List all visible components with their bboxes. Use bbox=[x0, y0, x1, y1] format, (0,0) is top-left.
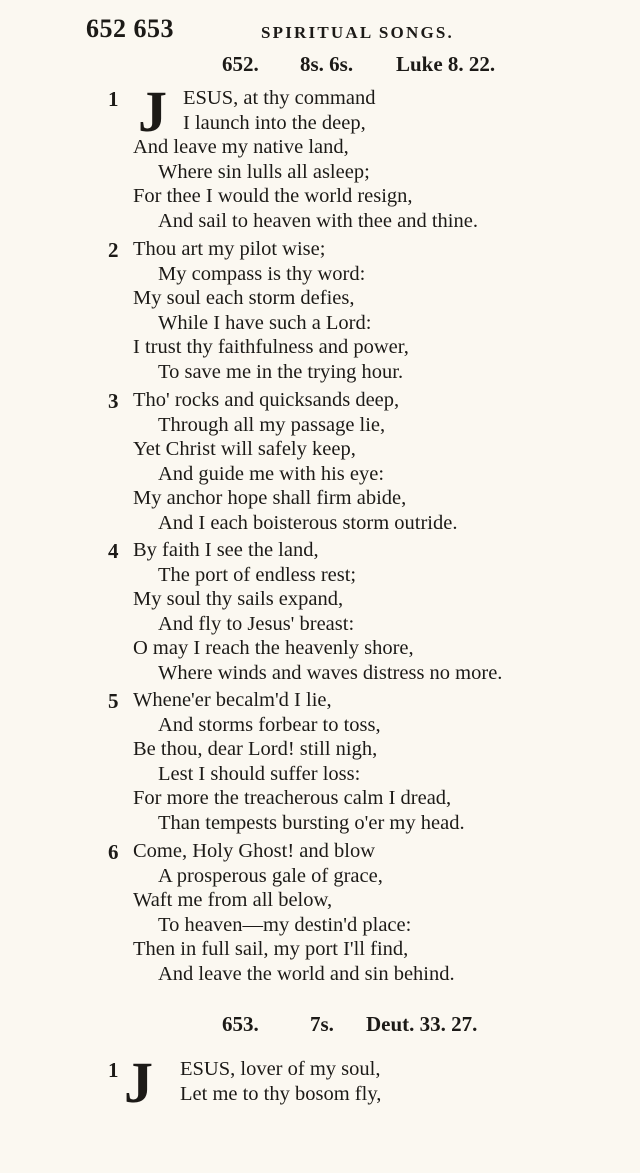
verse-line: My soul each storm defies, bbox=[133, 287, 355, 310]
hymn-number: 652. bbox=[222, 52, 259, 76]
page-numbers: 652 653 bbox=[86, 14, 174, 43]
verse-line: Waft me from all below, bbox=[133, 889, 333, 912]
verse-line: Let me to thy bosom fly, bbox=[180, 1082, 382, 1105]
hymn-meter: 8s. 6s. bbox=[300, 52, 354, 76]
stanza-number: 5 bbox=[108, 689, 119, 713]
stanza-number: 3 bbox=[108, 389, 119, 413]
verse-line: And fly to Jesus' breast: bbox=[158, 612, 355, 635]
stanza bbox=[108, 689, 628, 841]
verse-line: Be thou, dear Lord! still nigh, bbox=[133, 738, 378, 761]
stanza bbox=[108, 389, 628, 541]
stanza-number: 4 bbox=[108, 539, 119, 563]
verse-line: Yet Christ will safely keep, bbox=[133, 438, 356, 461]
verse-line: I launch into the deep, bbox=[183, 111, 366, 134]
verse-line: The port of endless rest; bbox=[158, 563, 357, 586]
verse-line: My soul thy sails expand, bbox=[133, 588, 344, 611]
hymn-heading bbox=[0, 52, 640, 76]
verse-line: Than tempests bursting o'er my head. bbox=[158, 812, 465, 834]
hymn-meter: 7s. bbox=[310, 1012, 334, 1036]
stanza-number: 2 bbox=[108, 238, 119, 262]
verse-line: Whene'er becalm'd I lie, bbox=[133, 689, 332, 711]
verse-line: Through all my passage lie, bbox=[158, 413, 386, 436]
stanza bbox=[108, 840, 628, 992]
verse-line: And leave the world and sin behind. bbox=[158, 963, 455, 985]
verse-line: While I have such a Lord: bbox=[158, 311, 372, 334]
verse-line: My compass is thy word: bbox=[158, 262, 366, 285]
verse-line: For thee I would the world resign, bbox=[133, 185, 413, 208]
stanza bbox=[108, 539, 628, 691]
stanza bbox=[108, 238, 628, 390]
verse-line: O may I reach the heavenly shore, bbox=[133, 637, 414, 660]
verse-line: Where winds and waves distress no more. bbox=[158, 662, 503, 684]
verse-line: And storms forbear to toss, bbox=[158, 713, 381, 736]
verse-line: My anchor hope shall firm abide, bbox=[133, 487, 407, 510]
verse-line: And sail to heaven with thee and thine. bbox=[158, 210, 478, 232]
verse-line: And leave my native land, bbox=[133, 136, 349, 159]
stanza-number: 1 bbox=[108, 87, 119, 111]
verse-line: To heaven—my destin'd place: bbox=[158, 913, 412, 936]
verse-line: To save me in the trying hour. bbox=[158, 361, 404, 383]
verse-line: Tho' rocks and quicksands deep, bbox=[133, 389, 400, 411]
verse-line: Thou art my pilot wise; bbox=[133, 238, 326, 260]
verse-line: And I each boisterous storm outride. bbox=[158, 512, 458, 534]
verse-line: ESUS, at thy command bbox=[183, 87, 376, 109]
drop-cap-initial: J bbox=[124, 1050, 153, 1115]
drop-cap-initial: J bbox=[138, 79, 167, 144]
stanza-number: 1 bbox=[108, 1058, 119, 1082]
running-header bbox=[86, 14, 620, 44]
verse-line: Then in full sail, my port I'll find, bbox=[133, 938, 409, 961]
stanza bbox=[108, 1050, 628, 1115]
verse-line: By faith I see the land, bbox=[133, 539, 319, 561]
verse-line: For more the treacherous calm I dread, bbox=[133, 787, 452, 810]
hymn-heading bbox=[0, 1012, 640, 1036]
verse-line: ESUS, lover of my soul, bbox=[180, 1058, 381, 1080]
hymn-number: 653. bbox=[222, 1012, 259, 1036]
verse-line: A prosperous gale of grace, bbox=[158, 864, 383, 887]
running-title: SPIRITUAL SONGS. bbox=[261, 23, 454, 42]
verse-line: Where sin lulls all asleep; bbox=[158, 160, 370, 183]
scripture-reference: Luke 8. 22. bbox=[396, 52, 496, 76]
scripture-reference: Deut. 33. 27. bbox=[366, 1012, 478, 1036]
verse-line: Lest I should suffer loss: bbox=[158, 762, 361, 785]
stanza-number: 6 bbox=[108, 840, 119, 864]
stanza bbox=[108, 79, 628, 239]
verse-line: And guide me with his eye: bbox=[158, 462, 385, 485]
verse-line: I trust thy faithfulness and power, bbox=[133, 336, 409, 359]
verse-line: Come, Holy Ghost! and blow bbox=[133, 840, 375, 862]
